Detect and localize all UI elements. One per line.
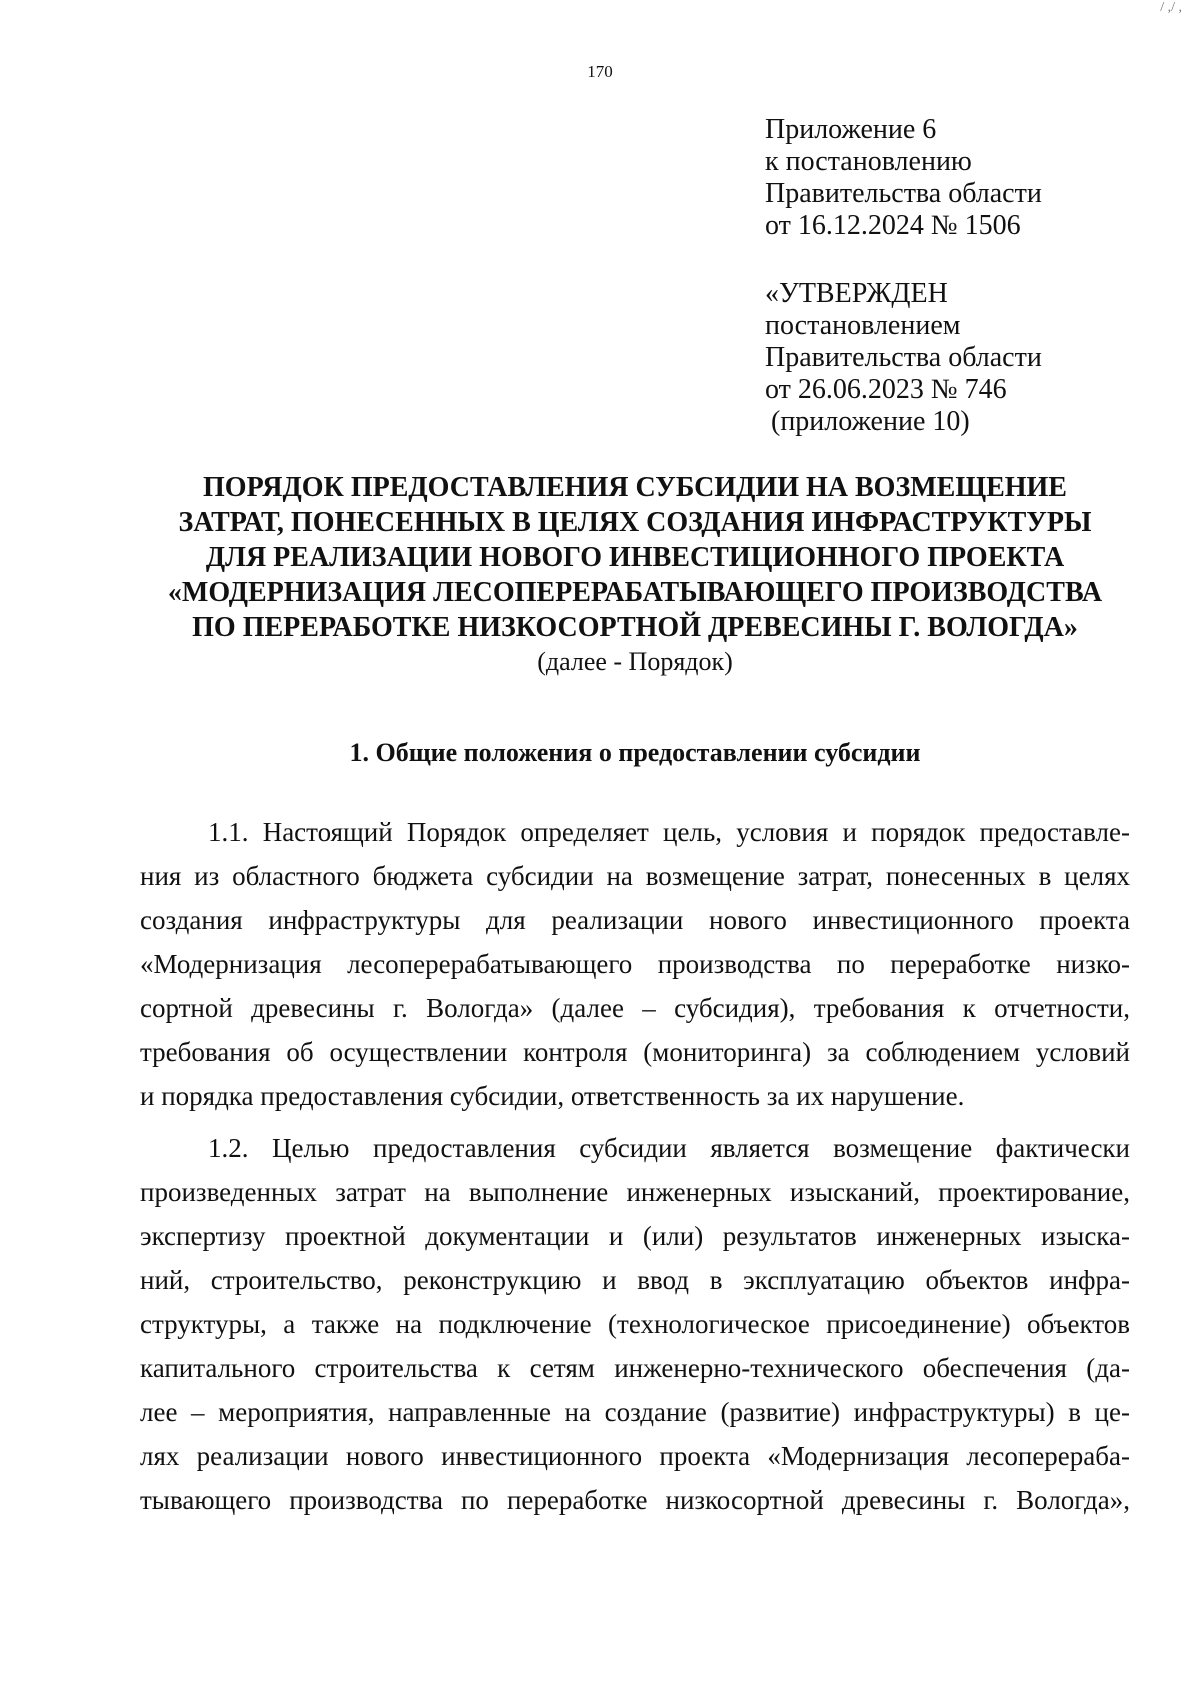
- paragraph-line: структуры, а также на подключение (технологическое присоединение) объектов: [140, 1309, 1130, 1339]
- approval-line: (приложение 10): [771, 406, 970, 437]
- corner-scan-mark: / ,/ ,: [1160, 0, 1182, 15]
- paragraph-line: требования об осуществлении контроля (мониторинга) за соблюдением условий: [140, 1037, 1130, 1067]
- approval-line: «УТВЕРЖДЕН: [765, 278, 948, 309]
- approval-stamp-block: [765, 278, 1145, 438]
- approval-line: от 26.06.2023 № 746: [765, 374, 1007, 405]
- paragraph-line: 1.2. Целью предоставления субсидии является возмещение фактически: [208, 1133, 1130, 1163]
- appendix-line: Правительства области: [765, 178, 1042, 209]
- paragraph-line: произведенных затрат на выполнение инженерных изысканий, проектирование,: [140, 1177, 1130, 1207]
- approval-line: постановлением: [765, 310, 961, 341]
- paragraph-line: экспертизу проектной документации и (или) результатов инженерных изыска-: [140, 1221, 1130, 1251]
- title-line: ПО ПЕРЕРАБОТКЕ НИЗКОСОРТНОЙ ДРЕВЕСИНЫ Г. ВОЛОГДА»: [192, 612, 1078, 643]
- appendix-line: к постановлению: [765, 146, 972, 177]
- title-line: ПОРЯДОК ПРЕДОСТАВЛЕНИЯ СУБСИДИИ НА ВОЗМЕЩЕНИЕ: [203, 472, 1067, 503]
- appendix-line: от 16.12.2024 № 1506: [765, 210, 1021, 241]
- paragraph-line: создания инфраструктуры для реализации нового инвестиционного проекта: [140, 905, 1130, 935]
- appendix-reference-block: [765, 114, 1145, 242]
- paragraph-line: «Модернизация лесоперерабатывающего производства по переработке низко-: [140, 949, 1130, 979]
- paragraph-1-1: [140, 810, 1130, 1118]
- document-body: [140, 810, 1130, 1522]
- appendix-line: Приложение 6: [765, 114, 937, 145]
- section-heading: 1. Общие положения о предоставлении субсидии: [349, 738, 921, 767]
- paragraph-line: ний, строительство, реконструкцию и ввод в эксплуатацию объектов инфра-: [140, 1265, 1130, 1295]
- title-line: ЗАТРАТ, ПОНЕСЕННЫХ В ЦЕЛЯХ СОЗДАНИЯ ИНФРАСТРУКТУРЫ: [178, 507, 1092, 538]
- title-subtitle: (далее - Порядок): [537, 647, 733, 676]
- title-line: ДЛЯ РЕАЛИЗАЦИИ НОВОГО ИНВЕСТИЦИОННОГО ПРОЕКТА: [205, 542, 1065, 573]
- approval-line: Правительства области: [765, 342, 1042, 373]
- paragraph-1-2: [140, 1126, 1130, 1522]
- paragraph-line: ния из областного бюджета субсидии на возмещение затрат, понесенных в целях: [140, 861, 1130, 891]
- paragraph-line: 1.1. Настоящий Порядок определяет цель, условия и порядок предоставле-: [208, 817, 1130, 847]
- paragraph-line: сортной древесины г. Вологда» (далее – субсидия), требования к отчетности,: [140, 993, 1130, 1023]
- page-number: 170: [587, 62, 613, 81]
- title-line: «МОДЕРНИЗАЦИЯ ЛЕСОПЕРЕРАБАТЫВАЮЩЕГО ПРОИЗВОДСТВА: [167, 577, 1103, 608]
- paragraph-line: лее – мероприятия, направленные на создание (развитие) инфраструктуры) в це-: [140, 1397, 1130, 1427]
- document-title: [150, 470, 1120, 679]
- paragraph-line: и порядка предоставления субсидии, ответственность за их нарушение.: [140, 1081, 965, 1111]
- paragraph-line: лях реализации нового инвестиционного проекта «Модернизация лесоперераба-: [140, 1441, 1130, 1471]
- paragraph-line: тывающего производства по переработке низкосортной древесины г. Вологда»,: [140, 1485, 1130, 1515]
- paragraph-line: капитального строительства к сетям инженерно-технического обеспечения (да-: [140, 1353, 1130, 1383]
